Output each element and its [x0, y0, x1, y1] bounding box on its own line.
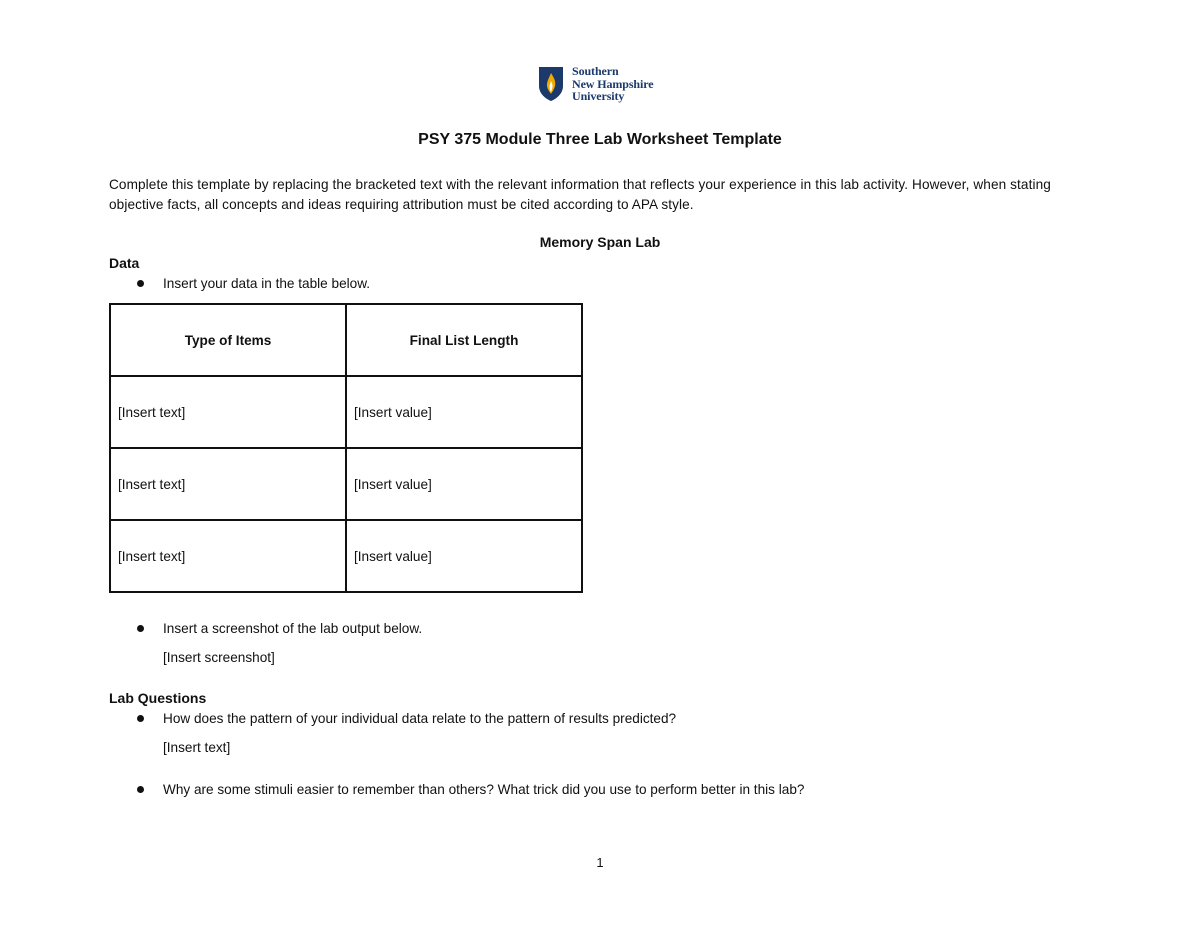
bullet-icon	[137, 715, 144, 722]
table-cell[interactable]: [Insert text]	[110, 448, 346, 520]
table-row	[110, 376, 582, 448]
bullet-item-screenshot	[137, 621, 422, 636]
question-text: How does the pattern of your individual data relate to the pattern of results predicted?	[163, 711, 677, 726]
screenshot-placeholder[interactable]: [Insert screenshot]	[163, 650, 275, 665]
university-logo	[538, 64, 653, 104]
table-header-row	[110, 304, 582, 376]
bullet-icon	[137, 625, 144, 632]
table-cell[interactable]: [Insert value]	[346, 448, 582, 520]
answer-placeholder[interactable]: [Insert text]	[163, 740, 231, 755]
logo-line-1: Southern	[572, 64, 619, 79]
table-row	[110, 520, 582, 592]
bullet-icon	[137, 280, 144, 287]
question-text: Why are some stimuli easier to remember than others? What trick did you use to perform better in this lab?	[163, 782, 805, 797]
table-cell[interactable]: [Insert value]	[346, 520, 582, 592]
table-cell[interactable]: [Insert text]	[110, 376, 346, 448]
shield-flame-icon	[538, 66, 564, 102]
data-table	[109, 303, 583, 593]
document-title: PSY 375 Module Three Lab Worksheet Template	[418, 131, 782, 148]
table-cell[interactable]: [Insert text]	[110, 520, 346, 592]
bullet-item-question-1	[137, 711, 676, 726]
page-number: 1	[596, 855, 604, 870]
table-cell[interactable]: [Insert value]	[346, 376, 582, 448]
logo-line-2: New Hampshire	[572, 76, 654, 91]
data-heading: Data	[109, 255, 140, 271]
column-header-final-list-length: Final List Length	[346, 304, 582, 376]
table-row	[110, 448, 582, 520]
lab-questions-heading: Lab Questions	[109, 690, 207, 706]
bullet-text: Insert your data in the table below.	[163, 276, 371, 291]
column-header-type-of-items: Type of Items	[110, 304, 346, 376]
bullet-item-data	[137, 276, 370, 291]
logo-wordmark	[572, 65, 653, 103]
section-title: Memory Span Lab	[539, 234, 661, 250]
bullet-icon	[137, 786, 144, 793]
bullet-text: Insert a screenshot of the lab output below.	[163, 621, 423, 636]
intro-paragraph: Complete this template by replacing the bracketed text with the relevant information that reflects your experience in this lab activity. However, when stating objective facts, all concepts and ideas requiring attribution must be cited according to APA style.	[109, 177, 1051, 212]
bullet-item-question-2	[137, 782, 804, 797]
logo-line-3: University	[572, 89, 625, 104]
